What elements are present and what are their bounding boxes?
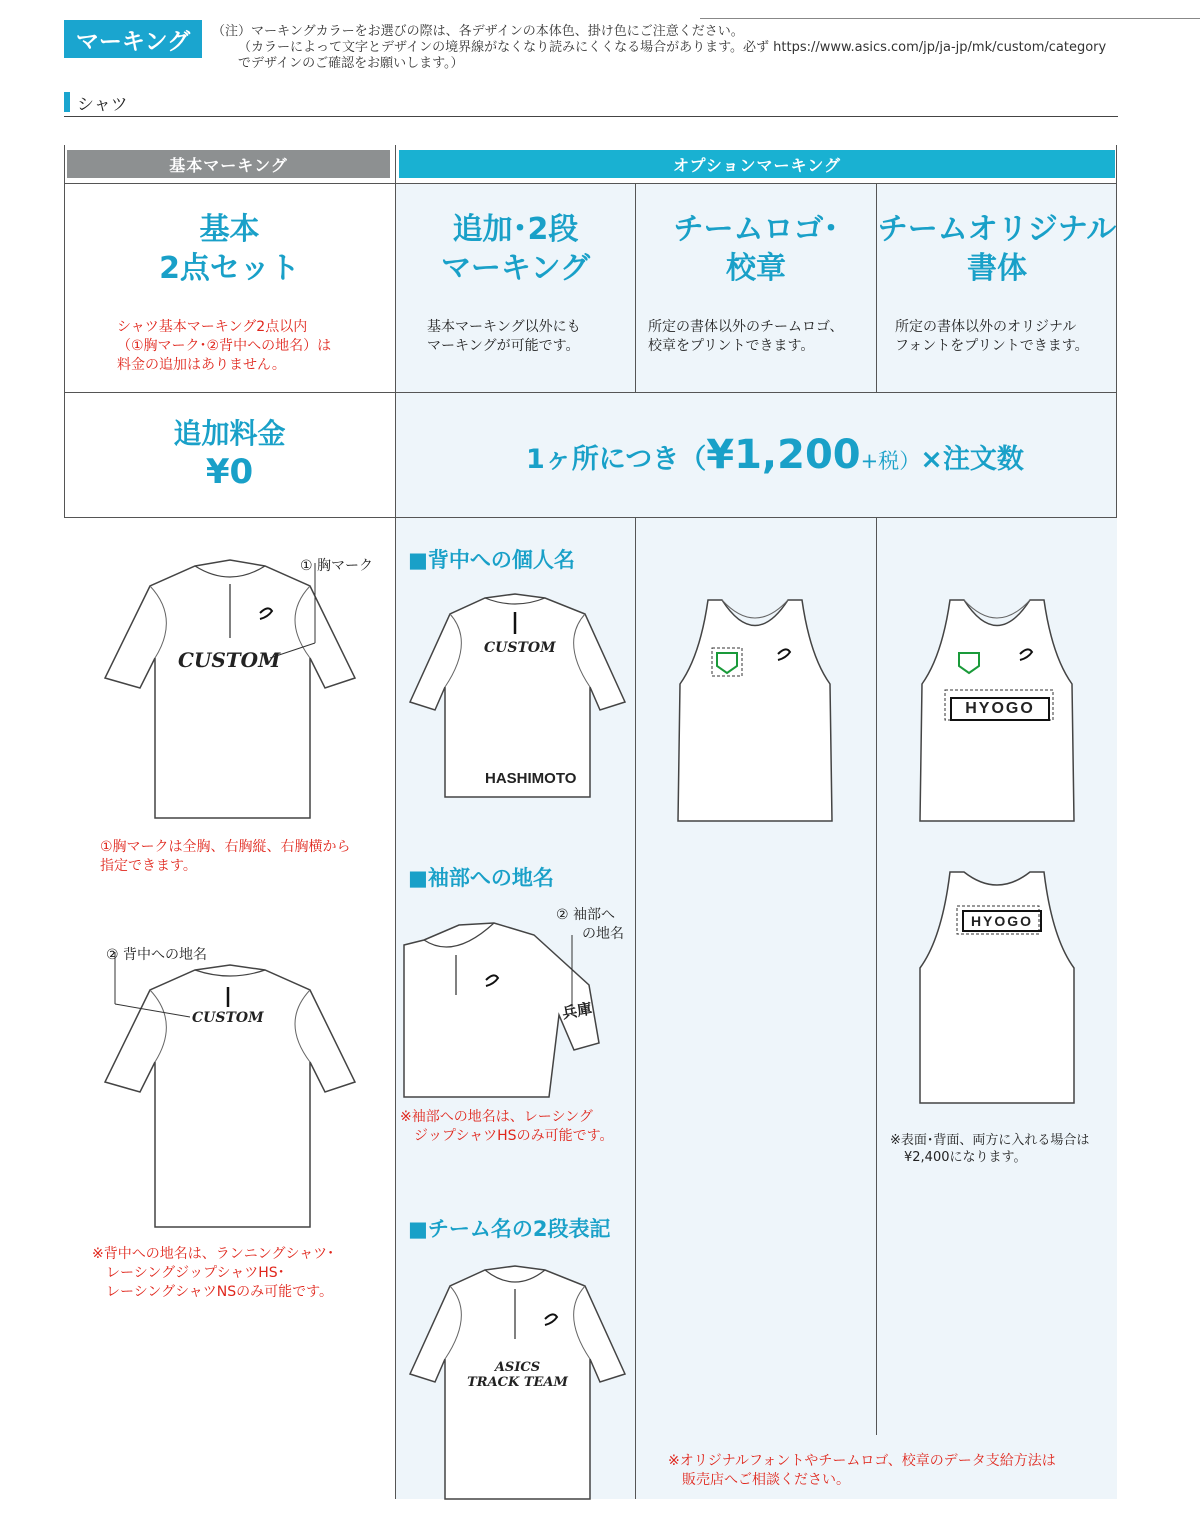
- title-line: 書体: [967, 251, 1027, 286]
- desc-line: フォントをプリントできます。: [895, 338, 1089, 354]
- note-line: （注）マーキングカラーをお選びの際は、各デザインの本体色、掛け色にご注意ください。: [212, 24, 744, 39]
- font-singlet-back: [912, 868, 1082, 1108]
- note-line: （カラーによって文字とデザインの境界線がなくなり読みにくくなる場合があります。必ず https://www.asics.com/jp/ja-jp/mk/custom/category: [238, 40, 1107, 55]
- grid-line: [64, 183, 1117, 184]
- note-line: でデザインのご確認をお願いします。）: [238, 56, 464, 71]
- back-shirt-illustration: [100, 962, 360, 1230]
- grid-line: [64, 392, 1117, 393]
- font-title: [877, 210, 1117, 288]
- font-description: [895, 318, 1089, 356]
- chest-mark-caption: [100, 838, 351, 876]
- caption-line: ※袖部への地名は、レーシング: [400, 1109, 593, 1125]
- caption-line: レーシングジップシャツHS･: [106, 1265, 285, 1281]
- desc-line: マーキングが可能です。: [427, 338, 580, 354]
- label-line: ② 袖部へ: [556, 907, 616, 923]
- price-prefix: 1ヶ所につき（: [526, 444, 707, 475]
- desc-line: 基本マーキング以外にも: [427, 319, 581, 335]
- grid-line: [395, 145, 396, 1499]
- desc-line: 所定の書体以外のオリジナル: [895, 319, 1077, 335]
- logo-description: [648, 318, 843, 356]
- sleeve-name-shirt: [404, 915, 629, 1100]
- footer-line: 販売店へご相談ください。: [682, 1472, 850, 1488]
- price-tax: +税）: [860, 449, 921, 473]
- team-line: ASICS: [494, 1360, 541, 1375]
- grid-line: [1116, 145, 1117, 517]
- section-marker: [64, 92, 70, 112]
- price-amount: ¥1,200: [706, 432, 861, 478]
- back-font-text: HYOGO: [962, 910, 1042, 932]
- desc-line: シャツ基本マーキング2点以内: [117, 319, 308, 335]
- back-name-text: CUSTOM: [192, 1010, 264, 1026]
- grid-line: [635, 517, 636, 1499]
- logo-singlet-illustration: [670, 596, 840, 826]
- personal-name-heading: ■背中への個人名: [408, 548, 575, 572]
- section-rule: [64, 116, 1118, 117]
- footer-note: [668, 1452, 1056, 1490]
- section-title: シャツ: [77, 95, 128, 115]
- caption-line: ①胸マークは全胸、右胸縦、右胸横から: [100, 839, 351, 855]
- front-shirt-illustration: [100, 558, 360, 823]
- option-marking-header: オプションマーキング: [399, 150, 1115, 178]
- basic-price: [64, 415, 395, 491]
- personal-name-top-text: CUSTOM: [484, 640, 556, 656]
- caption-line: ※背中への地名は、ランニングシャツ･: [92, 1246, 335, 1262]
- back-name-caption: [92, 1245, 334, 1302]
- personal-name-shirt: [405, 592, 630, 800]
- title-line: 校章: [726, 251, 786, 286]
- back-name-label: ② 背中への地名: [106, 947, 208, 963]
- team-line: TRACK TEAM: [467, 1375, 568, 1390]
- title-line: マーキング: [440, 251, 591, 286]
- front-font-text: HYOGO: [950, 697, 1050, 721]
- label-line: の地名: [582, 926, 624, 942]
- chest-mark-text: CUSTOM: [178, 648, 281, 672]
- desc-line: （①胸マーク･②背中への地名）は: [117, 338, 332, 354]
- desc-line: 所定の書体以外のチームロゴ、: [648, 319, 844, 335]
- basic-title: [64, 210, 395, 288]
- caption-line: ¥2,400になります。: [904, 1150, 1027, 1165]
- sleeve-name-text: 兵庫: [560, 999, 594, 1023]
- sleeve-name-heading: ■袖部への地名: [408, 866, 554, 890]
- grid-line: [64, 517, 1117, 518]
- two-line-team-text: [405, 1360, 630, 1390]
- basic-marking-header: 基本マーキング: [67, 150, 390, 178]
- grid-line: [876, 517, 877, 1435]
- option-price: [526, 432, 1024, 478]
- add-description: [427, 318, 581, 356]
- price-suffix: ×注文数: [920, 444, 1024, 475]
- caption-line: ※表面･背面、両方に入れる場合は: [890, 1133, 1090, 1148]
- caption-line: レーシングシャツNSのみ可能です。: [106, 1284, 334, 1300]
- font-caption: [890, 1132, 1089, 1166]
- logo-title: [636, 210, 876, 288]
- caption-line: 指定できます。: [100, 858, 197, 874]
- price-value: ¥0: [205, 452, 254, 492]
- marking-badge: マーキング: [64, 20, 202, 58]
- chest-mark-label: ① 胸マーク: [300, 558, 374, 574]
- title-line: 2点セット: [159, 251, 300, 286]
- personal-name-bottom-text: HASHIMOTO: [485, 770, 577, 787]
- two-line-team-heading: ■チーム名の2段表記: [408, 1217, 611, 1241]
- title-line: 追加･2段: [452, 212, 579, 247]
- title-line: チームオリジナル: [877, 212, 1117, 247]
- basic-description: [117, 318, 331, 375]
- sleeve-name-caption: [400, 1108, 613, 1146]
- header-note: [212, 24, 1106, 72]
- add-title: [396, 210, 635, 288]
- desc-line: 料金の追加はありません。: [117, 357, 286, 373]
- title-line: チームロゴ･: [673, 212, 839, 247]
- price-label: 追加料金: [173, 417, 286, 450]
- top-rule: [700, 18, 1200, 19]
- desc-line: 校章をプリントできます。: [648, 338, 815, 354]
- footer-line: ※オリジナルフォントやチームロゴ、校章のデータ支給方法は: [668, 1453, 1056, 1469]
- title-line: 基本: [199, 212, 260, 247]
- caption-line: ジップシャツHSのみ可能です。: [414, 1128, 614, 1144]
